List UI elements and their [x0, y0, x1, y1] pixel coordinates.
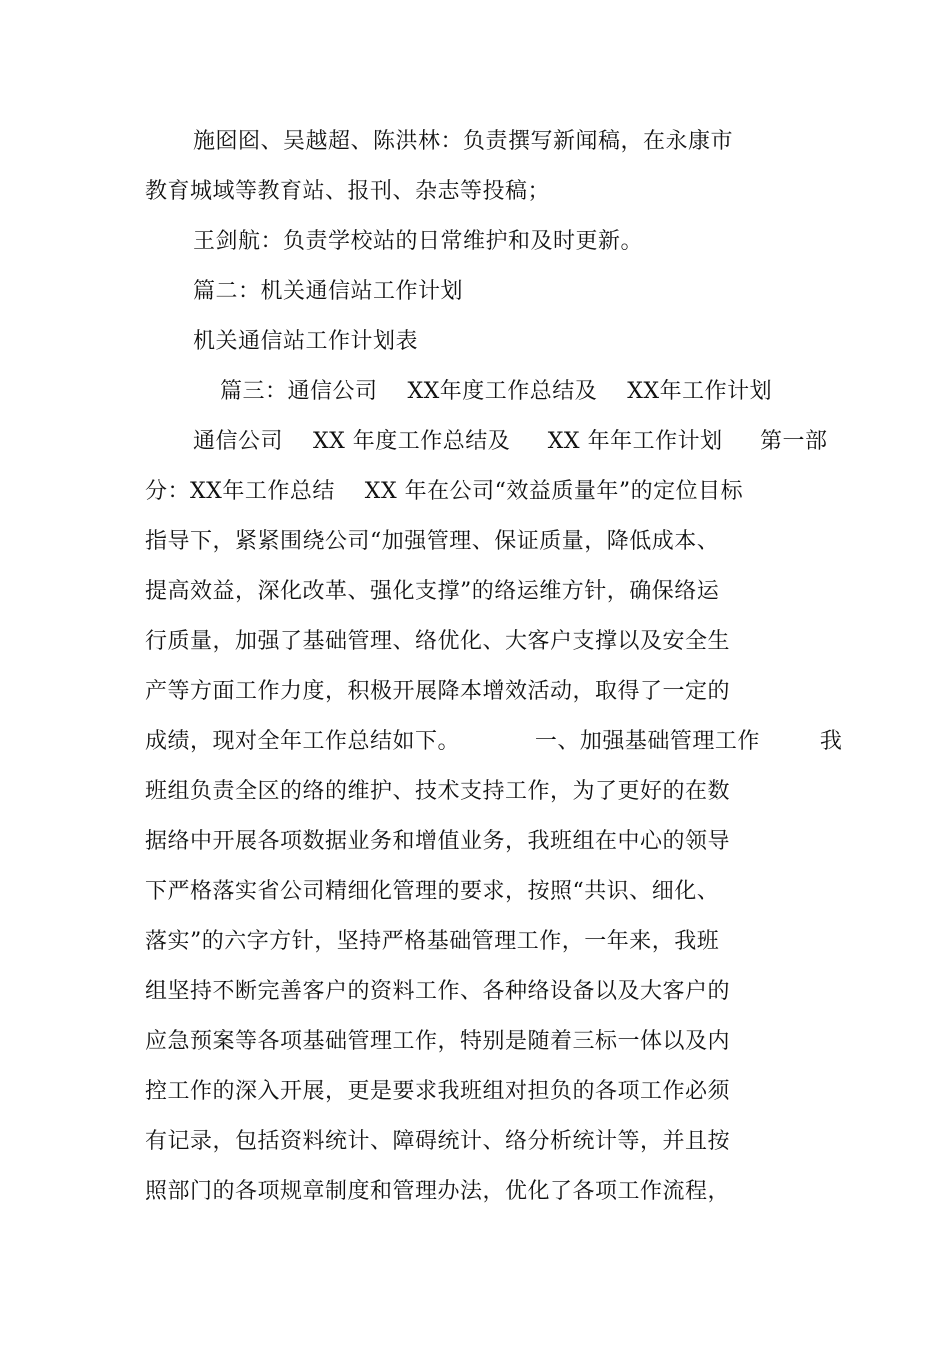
- text-line: 提高效益，深化改革、强化支撑”的络运维方针，确保络运: [145, 579, 720, 604]
- text-line: 班组负责全区的络的维护、技术支持工作，为了更好的在数: [145, 779, 731, 804]
- text-line: 教育城域等教育站、报刊、杂志等投稿；: [145, 179, 551, 204]
- text-line: 控工作的深入开展，更是要求我班组对担负的各项工作必须: [145, 1079, 731, 1104]
- text-line: 施囵囵、吴越超、陈洪林：负责撰写新闻稿，在永康市: [193, 129, 734, 154]
- text-line: 照部门的各项规章制度和管理办法，优化了各项工作流程，: [145, 1179, 731, 1204]
- text-line: 有记录，包括资料统计、障碍统计、络分析统计等，并且按: [145, 1129, 731, 1154]
- text-line: 指导下，紧紧围绕公司“加强管理、保证质量，降低成本、: [145, 529, 720, 554]
- text-line: 产等方面工作力度，积极开展降本增效活动，取得了一定的: [145, 679, 731, 704]
- text-line: 通信公司 XX 年度工作总结及 XX 年年工作计划 第一部: [193, 429, 828, 454]
- text-line: 据络中开展各项数据业务和增值业务，我班组在中心的领导: [145, 829, 731, 854]
- text-line: 落实”的六字方针，坚持严格基础管理工作，一年来，我班: [145, 929, 720, 954]
- text-line: 应急预案等各项基础管理工作，特别是随着三标一体以及内: [145, 1029, 731, 1054]
- text-line: 行质量，加强了基础管理、络优化、大客户支撑以及安全生: [145, 629, 731, 654]
- text-line: 组坚持不断完善客户的资料工作、各种络设备以及大客户的: [145, 979, 731, 1004]
- text-line: 成绩，现对全年工作总结如下。 一、加强基础管理工作 我: [145, 729, 843, 754]
- text-line: 下严格落实省公司精细化管理的要求，按照“共识、细化、: [145, 879, 720, 904]
- text-line: 机关通信站工作计划表: [193, 329, 419, 354]
- text-line: 王剑航：负责学校站的日常维护和及时更新。: [193, 229, 644, 254]
- section-heading: 篇二：机关通信站工作计划: [193, 279, 464, 304]
- section-heading: 篇三：通信公司 XX年度工作总结及 XX年工作计划: [220, 379, 773, 404]
- text-line: 分：XX年工作总结 XX 年在公司“效益质量年”的定位目标: [145, 479, 744, 504]
